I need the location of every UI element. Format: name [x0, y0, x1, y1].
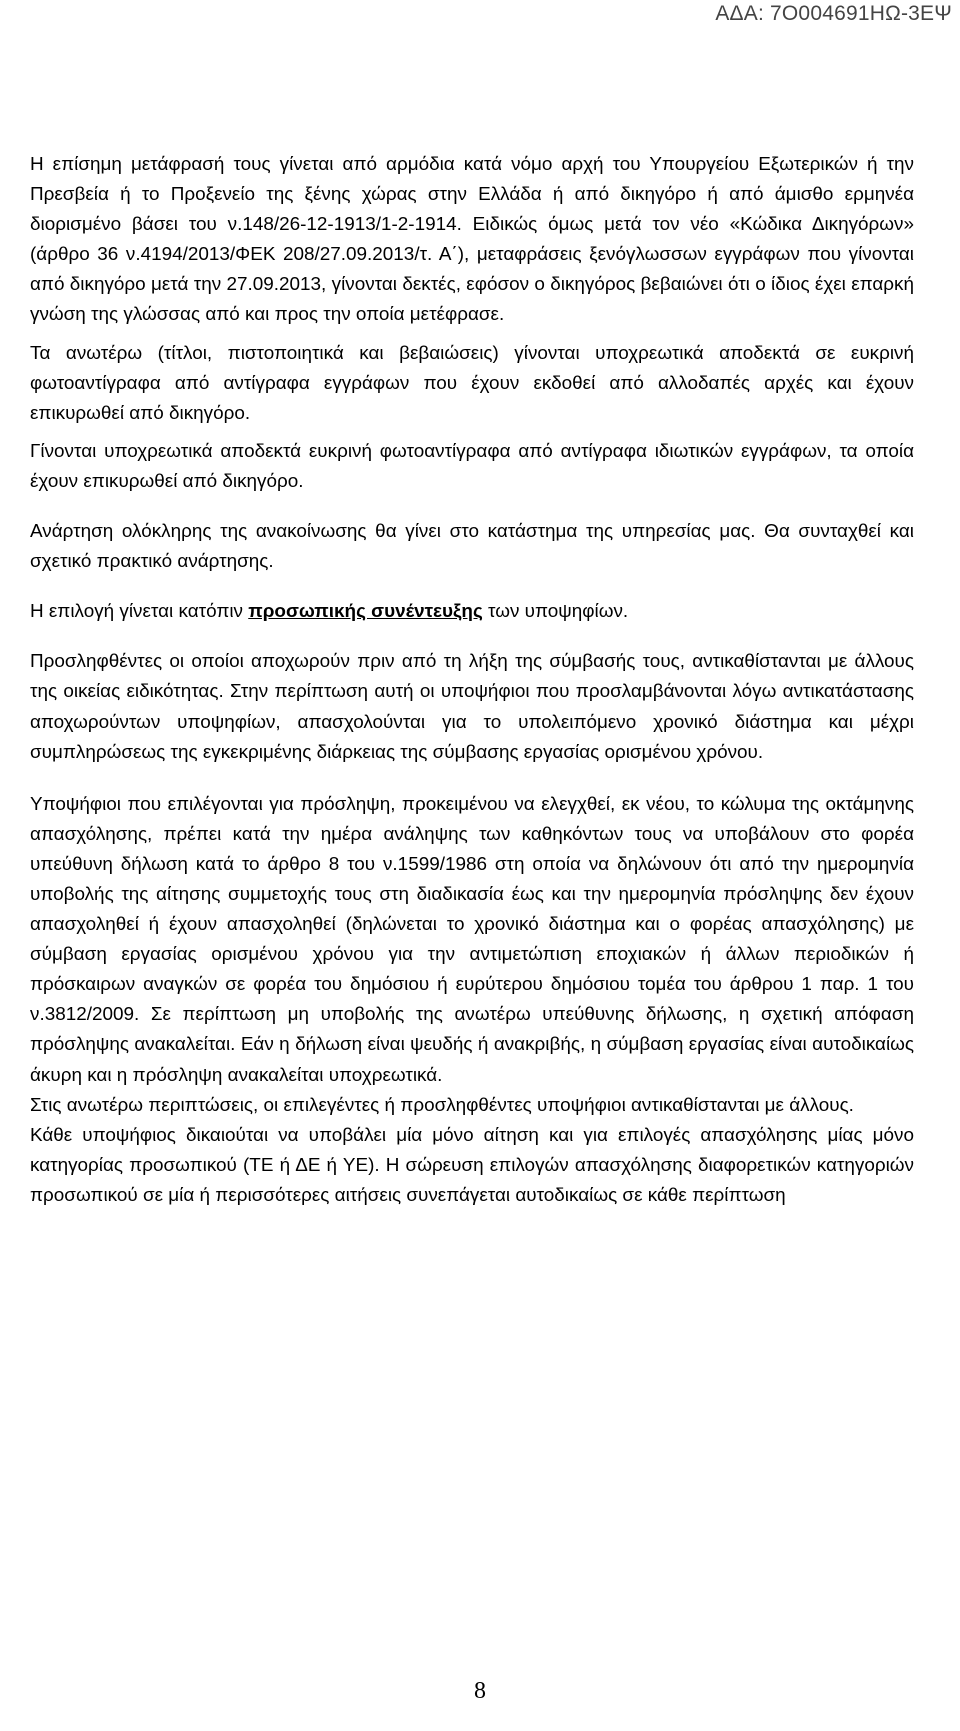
- posting-paragraph: Ανάρτηση ολόκληρης της ανακοίνωσης θα γίνει στο κατάστημα της υπηρεσίας μας. Θα συνταχθεί και σχετικό πρακτικό ανάρτησης.: [30, 521, 914, 573]
- document-code: ΑΔΑ: 7Ο004691ΗΩ-3ΕΨ: [715, 2, 952, 25]
- selection-paragraph: [30, 597, 914, 627]
- certificates-paragraph: Τα ανωτέρω (τίτλοι, πιστοποιητικά και βεβαιώσεις) γίνονται υποχρεωτικά αποδεκτά σε ευκρινή φωτοαντίγραφα από αντίγραφα εγγράφων που έχουν εκδοθεί από αλλοδαπές αρχές και έχουν επικυρωθεί από δικηγόρο.: [30, 342, 914, 424]
- selection-text-after: των υποψηφίων.: [482, 601, 629, 623]
- application-limit-paragraph: Κάθε υποψήφιος δικαιούται να υποβάλει μία μόνο αίτηση και για επιλογές απασχόλησης μίας μόνο κατηγορίας προσωπικού (ΤΕ ή ΔΕ ή ΥΕ). Η σώρευση επιλογών απασχόλησης διαφορετικών κατηγοριών προσωπικού σε μία ή περισσότερες αιτήσεις συνεπάγεται αυτοδικαίως σε κάθε περίπτωση: [30, 1124, 914, 1206]
- document-body: [30, 150, 914, 1211]
- replacement-note-paragraph: Στις ανωτέρω περιπτώσεις, οι επιλεγέντες ή προσληφθέντες υποψήφιοι αντικαθίστανται με άλλους.: [30, 1094, 854, 1116]
- declaration-paragraph: Υποψήφιοι που επιλέγονται για πρόσληψη, προκειμένου να ελεγχθεί, εκ νέου, το κώλυμα της οκτάμηνης απασχόλησης, πρέπει κατά την ημέρα ανάληψης των καθηκόντων τους να υποβάλουν στο φορέα υπεύθυνη δήλωση κατά το άρθρο 8 του ν.1599/1986 στη οποία να δηλώνουν ότι από την ημερομηνία υποβολής της αίτησης συμμετοχής τους στη διαδικασία έως και την ημερομηνία πρόσληψης δεν έχουν απασχοληθεί ή έχουν απασχοληθεί (δηλώνεται το χρονικό διάστημα και ο φορέας απασχόλησης) με σύμβαση εργασίας ορισμένου χρόνου για την αντιμετώπιση εποχιακών ή άλλων περιοδικών ή πρόσκαιρων αναγκών σε φορέα του δημόσιου ή ευρύτερου δημόσιου τομέα του άρθρου 1 παρ. 1 του ν.3812/2009. Σε περίπτωση μη υποβολής της ανωτέρω υπεύθυνης δήλωσης, η σχετική απόφαση πρόσληψης ανακαλείται. Εάν η δήλωση είναι ψευδής ή ανακριβής, η σύμβαση εργασίας είναι αυτοδικαίως άκυρη και η πρόσληψη ανακαλείται υποχρεωτικά.: [30, 793, 914, 1086]
- selection-text-before: Η επιλογή γίνεται κατόπιν: [30, 601, 249, 623]
- private-documents-paragraph: Γίνονται υποχρεωτικά αποδεκτά ευκρινή φωτοαντίγραφα από αντίγραφα ιδιωτικών εγγράφων, τα οποία έχουν επικυρωθεί από δικηγόρο.: [30, 440, 914, 492]
- page-number: 8: [474, 1678, 486, 1704]
- replacement-paragraph: Προσληφθέντες οι οποίοι αποχωρούν πριν από τη λήξη της σύμβασής τους, αντικαθίστανται με άλλους της οικείας ειδικότητας. Στην περίπτωση αυτή οι υποψήφιοι που προσλαμβάνονται λόγω αντικατάστασης αποχωρούντων υποψηφίων, απασχολούνται για το υπολειπόμενο χρονικό διάστημα και μέχρι συμπληρώσεως της εγκεκριμένης διάρκειας της σύμβασης εργασίας ορισμένου χρόνου.: [30, 651, 914, 763]
- translation-paragraph: Η επίσημη μετάφρασή τους γίνεται από αρμόδια κατά νόμο αρχή του Υπουργείου Εξωτερικών ή την Πρεσβεία ή το Προξενείο της ξένης χώρας στην Ελλάδα ή από δικηγόρο ή από άμισθο ερμηνέα διορισμένο βάσει του ν.148/26-12-1913/1-2-1914. Ειδικώς όμως μετά τον νέο «Κώδικα Δικηγόρων» (άρθρο 36 ν.4194/2013/ΦΕΚ 208/27.09.2013/τ. Α΄), μεταφράσεις ξενόγλωσσων εγγράφων που γίνονται από δικηγόρο μετά την 27.09.2013, γίνονται δεκτές, εφόσον ο δικηγόρος βεβαιώνει ότι ο ίδιος έχει επαρκή γνώση της γλώσσας από και προς την οποία μετέφρασε.: [30, 154, 914, 326]
- interview-emphasis: προσωπικής συνέντευξης: [248, 601, 483, 623]
